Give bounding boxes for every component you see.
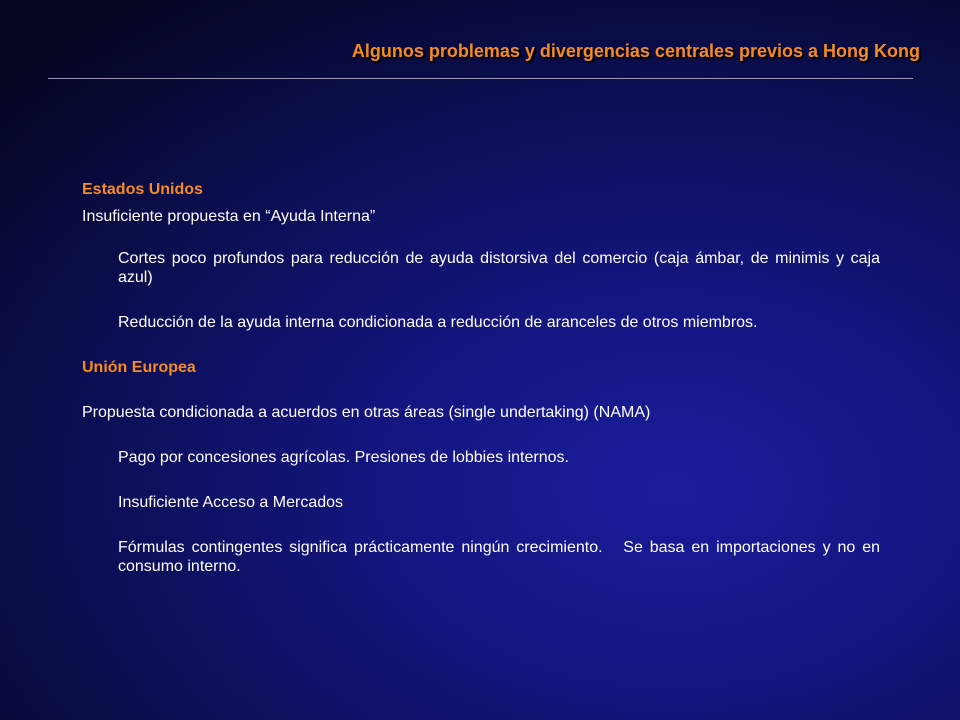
slide-title: Algunos problemas y divergencias centrales previos a Hong Kong — [351, 41, 920, 61]
section-heading-union-europea: Unión Europea — [82, 359, 196, 376]
bullet-point: Cortes poco profundos para reducción de ayuda distorsiva del comercio (caja ámbar, de minimis y caja azul) — [118, 250, 880, 286]
bullet-point: Fórmulas contingentes significa prácticamente ningún crecimiento. Se basa en importaciones y no en consumo interno. — [118, 539, 885, 575]
section-intro-estados-unidos: Insuficiente propuesta en “Ayuda Interna” — [82, 208, 376, 225]
bullet-point: Insuficiente Acceso a Mercados — [118, 494, 344, 511]
section-intro-union-europea: Propuesta condicionada a acuerdos en otras áreas (single undertaking) (NAMA) — [82, 404, 651, 421]
bullet-point: Pago por concesiones agrícolas. Presiones de lobbies internos. — [118, 449, 569, 466]
bullet-point: Reducción de la ayuda interna condicionada a reducción de aranceles de otros miembros. — [118, 314, 758, 331]
slide-body — [82, 180, 885, 576]
section-heading-estados-unidos: Estados Unidos — [82, 181, 203, 198]
title-divider — [48, 78, 913, 79]
